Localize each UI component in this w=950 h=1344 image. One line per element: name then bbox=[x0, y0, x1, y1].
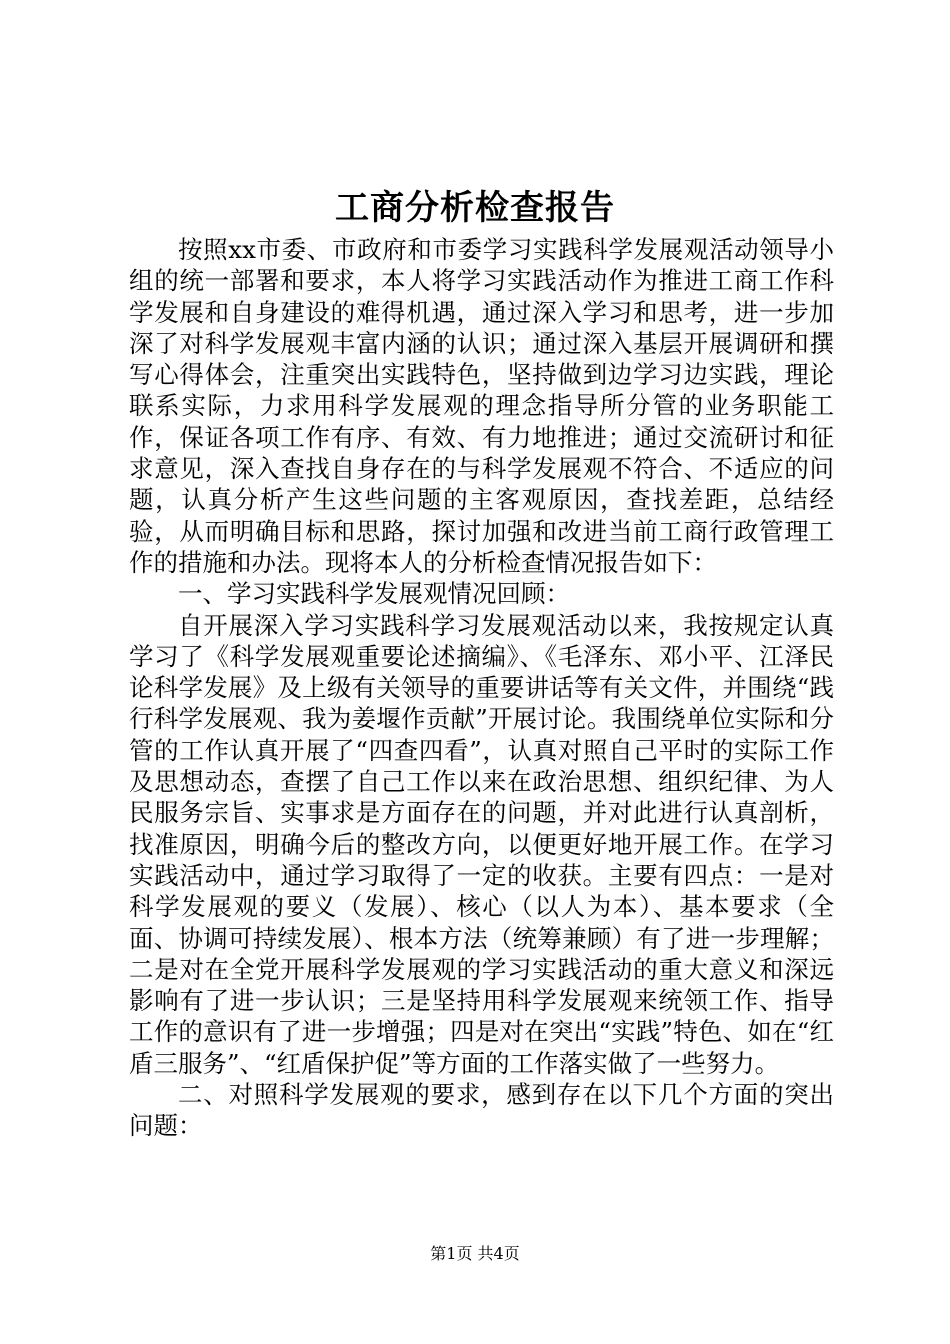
section-heading-2: 二、对照科学发展观的要求，感到存在以下几个方面的突出问题： bbox=[129, 1080, 834, 1141]
page-number-footer: 第1页 共4页 bbox=[430, 1244, 520, 1263]
paragraph-intro: 按照xx市委、市政府和市委学习实践科学发展观活动领导小组的统一部署和要求，本人将学习实践活动作为推进工商工作科学发展和自身建设的难得机遇，通过深入学习和思考，进一步加深了对科学发展观丰富内涵的认识；通过深入基层开展调研和撰写心得体会，注重突出实践特色，坚持做到边学习边实践，理论联系实际，力求用科学发展观的理念指导所分管的业务职能工作，保证各项工作有序、有效、有力地推进；通过交流研讨和征求意见，深入查找自身存在的与科学发展观不符合、不适应的问题，认真分析产生这些问题的主客观原因，查找差距，总结经验，从而明确目标和思路，探讨加强和改进当前工商行政管理工作的措施和办法。现将本人的分析检查情况报告如下： bbox=[129, 235, 834, 577]
document-title: 工商分析检查报告 bbox=[335, 188, 615, 228]
document-body bbox=[129, 234, 834, 1142]
paragraph-review: 自开展深入学习实践科学习发展观活动以来，我按规定认真学习了《科学发展观重要论述摘编》、《毛泽东、邓小平、江泽民论科学发展》及上级有关领导的重要讲话等有关文件，并围绕“践行科学发展观、我为姜堰作贡献”开展讨论。我围绕单位实际和分管的工作认真开展了“四查四看”，认真对照自己平时的实际工作及思想动态，查摆了自己工作以来在政治思想、组织纪律、为人民服务宗旨、实事求是方面存在的问题，并对此进行认真剖析，找准原因，明确今后的整改方向，以便更好地开展工作。在学习实践活动中，通过学习取得了一定的收获。主要有四点：一是对科学发展观的要义（发展）、核心（以人为本）、基本要求（全面、协调可持续发展）、根本方法（统筹兼顾）有了进一步理解；二是对在全党开展科学发展观的学习实践活动的重大意义和深远影响有了进一步认识；三是坚持用科学发展观来统领工作、指导工作的意识有了进一步增强；四是对在突出“实践”特色、如在“红盾三服务”、“红盾保护促”等方面的工作落实做了一些努力。 bbox=[129, 610, 834, 1078]
section-heading-1: 一、学习实践科学发展观情况回顾： bbox=[178, 579, 570, 609]
